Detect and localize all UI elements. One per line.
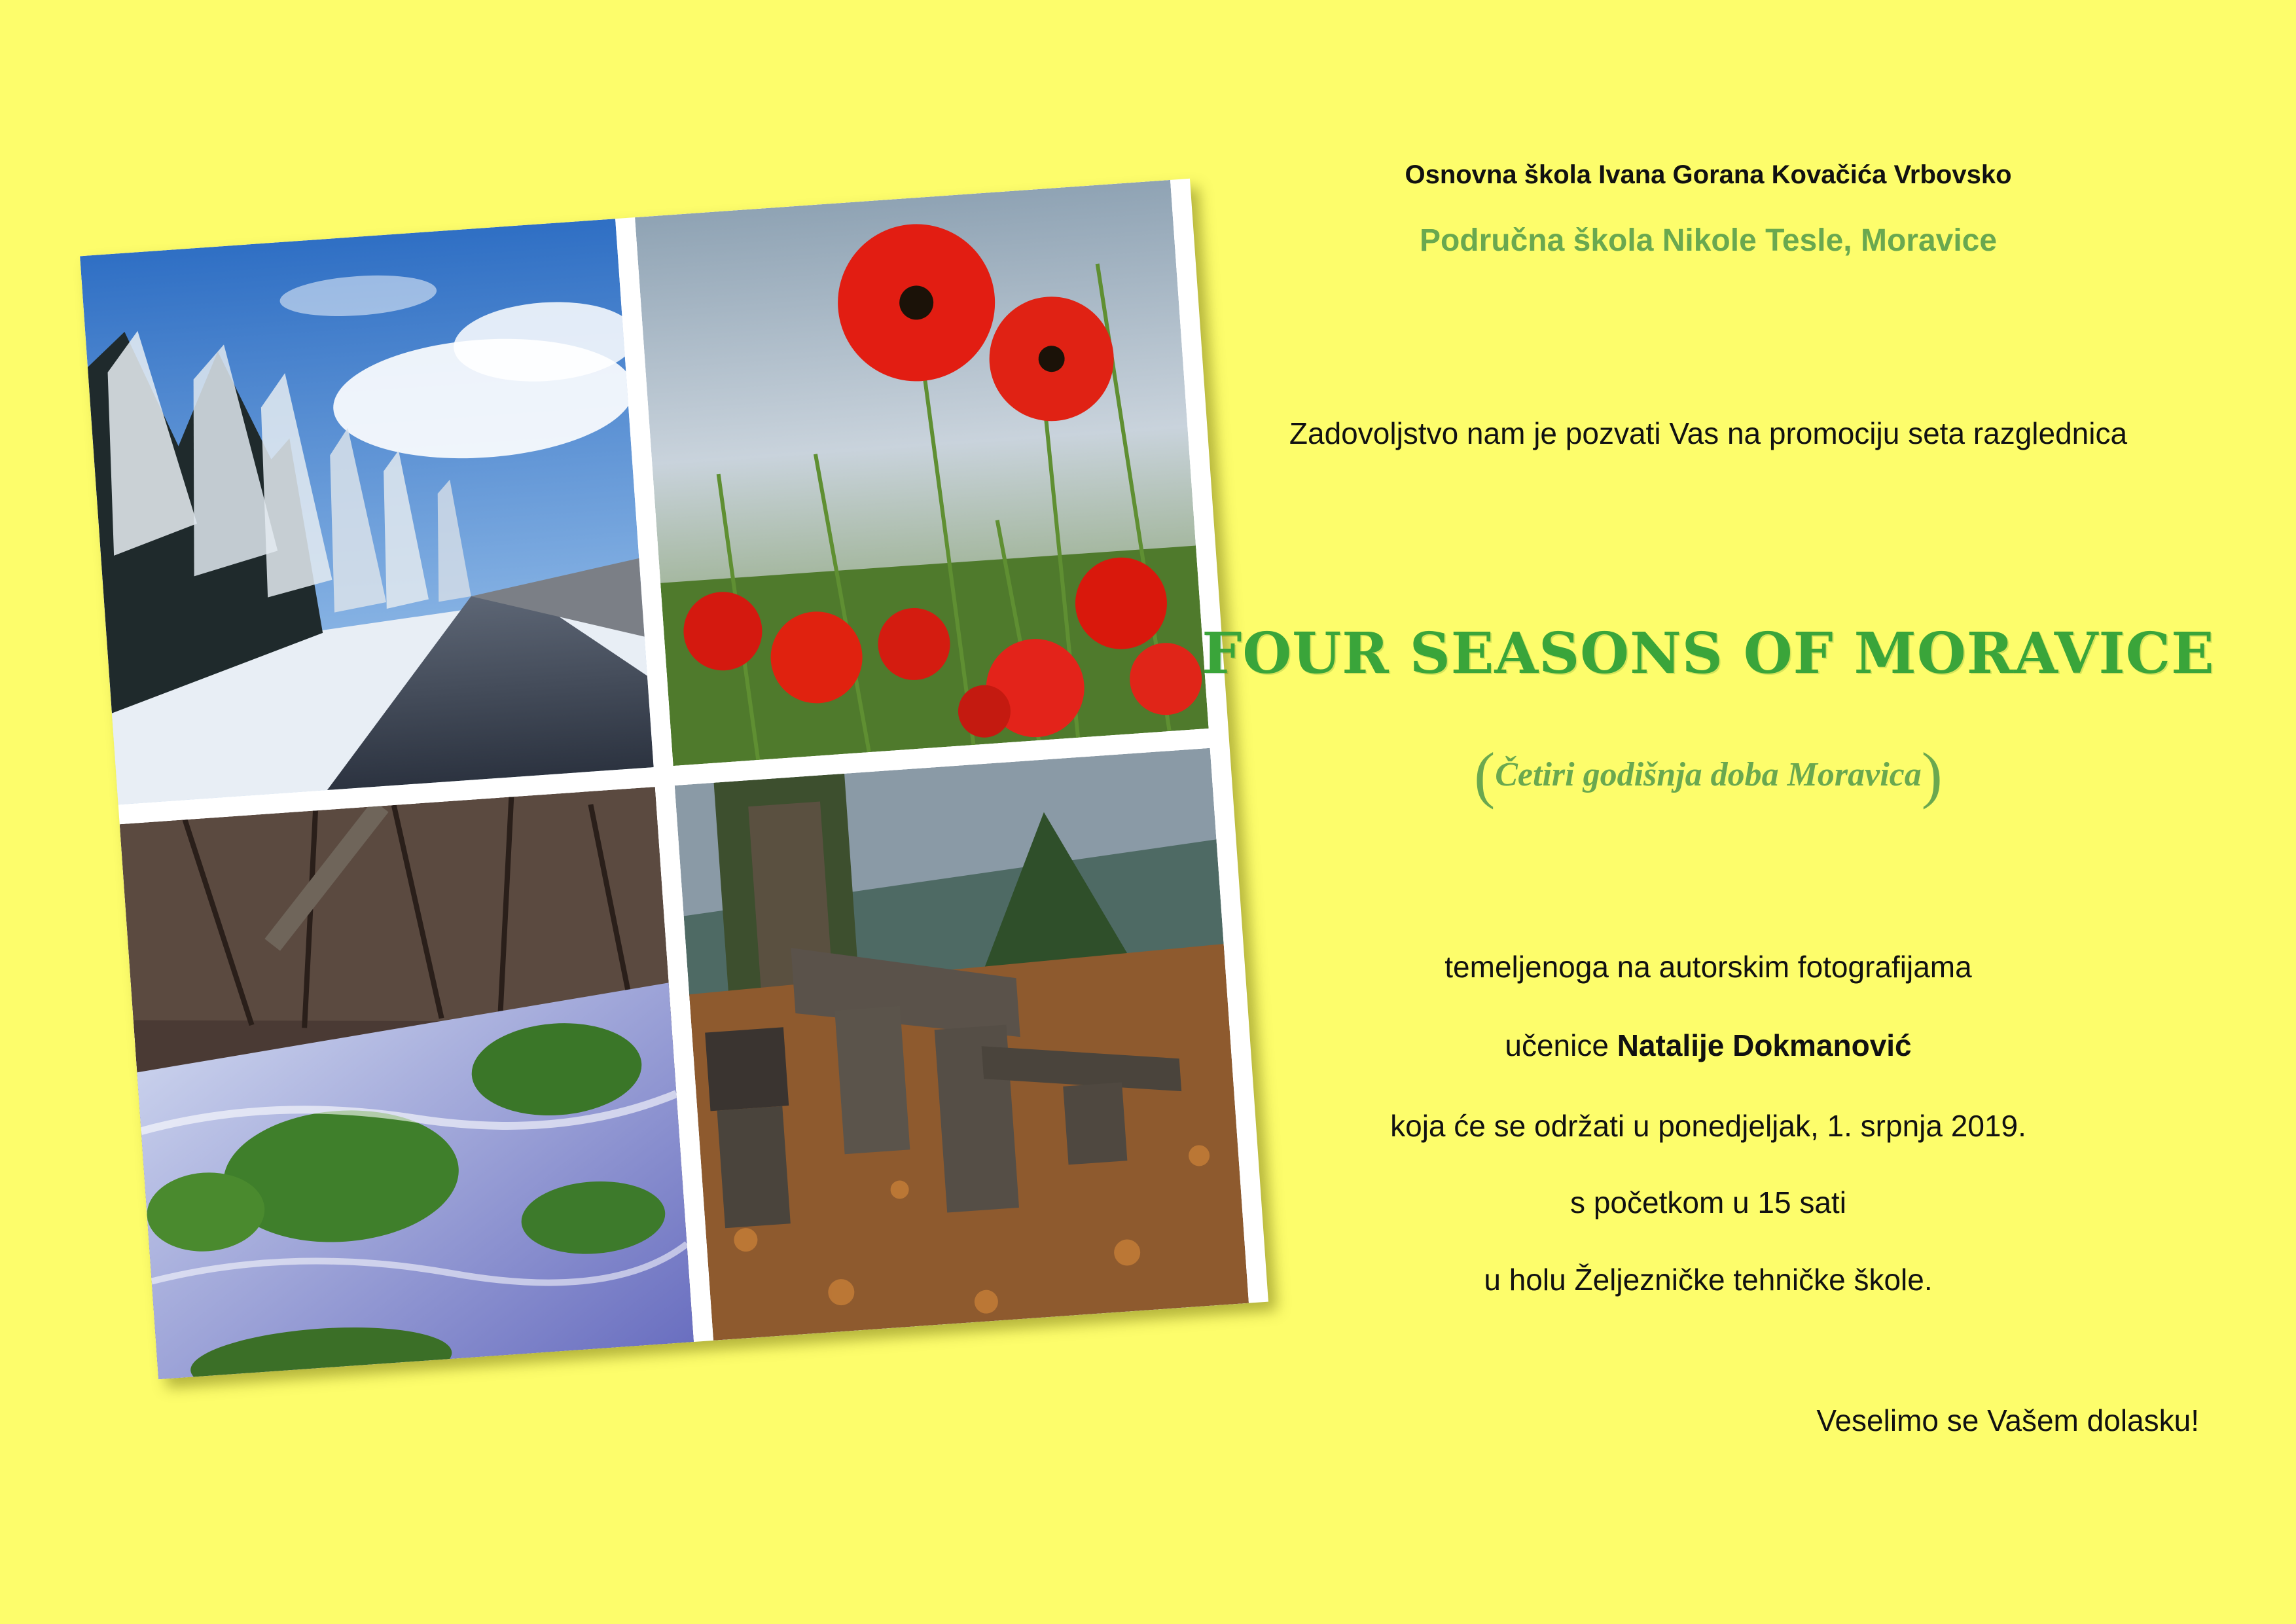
autumn-bench-photo xyxy=(675,748,1249,1341)
event-subtitle xyxy=(1178,738,2238,811)
closing-line: Veselimo se Vašem dolasku! xyxy=(1816,1403,2199,1437)
school-name: Osnovna škola Ivana Gorana Kovačića Vrbovsko xyxy=(1405,160,2012,189)
event-title: FOUR SEASONS OF MORAVICE xyxy=(1202,621,2215,687)
venue-line: u holu Željezničke tehničke škole. xyxy=(1484,1263,1933,1297)
spring-stream-photo xyxy=(120,787,694,1379)
student-prefix: učenice xyxy=(1505,1028,1617,1062)
seasons-photo-collage xyxy=(80,179,1268,1379)
invitation-line: Zadovoljstvo nam je pozvati Vas na promociju seta razglednica xyxy=(1289,416,2128,450)
invitation-text xyxy=(1178,0,2238,1624)
summer-poppies-photo xyxy=(635,180,1209,766)
subtitle-close-paren: ) xyxy=(1921,740,1943,810)
branch-school-name: Područna škola Nikole Tesle, Moravice xyxy=(1419,223,1998,258)
subtitle-text: Četiri godišnja doba Moravica xyxy=(1495,756,1922,793)
subtitle-open-paren: ( xyxy=(1474,740,1496,810)
student-line xyxy=(1178,1028,2238,1063)
date-line: koja će se održati u ponedjeljak, 1. srpnja 2019. xyxy=(1390,1109,2026,1143)
student-name: Natalije Dokmanović xyxy=(1617,1028,1912,1062)
winter-photo xyxy=(80,219,654,804)
start-time-line: s početkom u 15 sati xyxy=(1570,1185,1846,1219)
based-on-line: temeljenoga na autorskim fotografijama xyxy=(1444,950,1972,984)
